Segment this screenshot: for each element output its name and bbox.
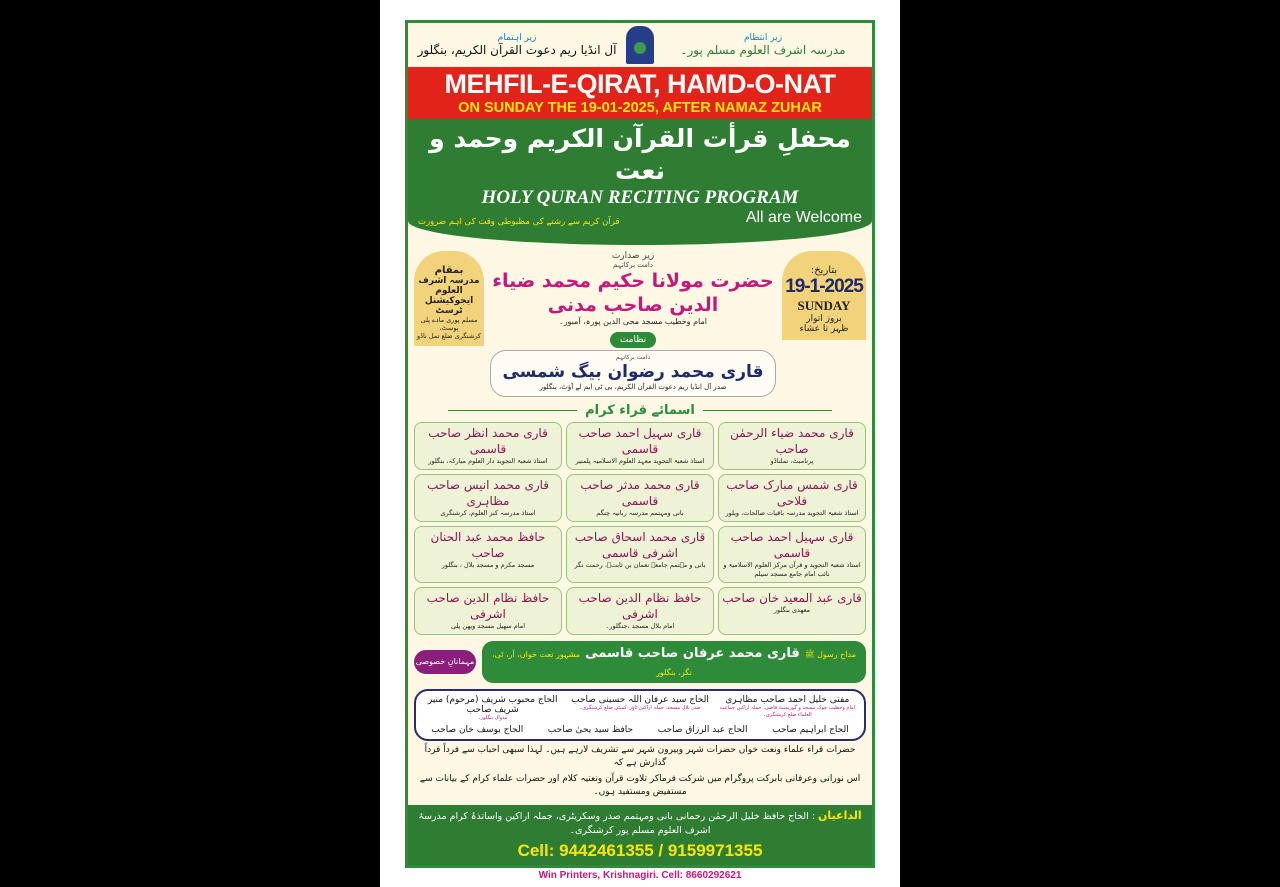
- madah-row: [408, 635, 872, 683]
- madah-name: قاری محمد عرفان صاحب قاسمی: [585, 646, 800, 661]
- venue-label: بمقام: [434, 265, 464, 276]
- right-label: زیر انتظام: [743, 33, 783, 43]
- venue-box: [414, 251, 484, 346]
- reciter-name: حافظ محمد عبد الحنان صاحب: [430, 530, 546, 560]
- guest-name: الحاج یوسف خان صاحب: [431, 725, 524, 735]
- guest-entry: [569, 695, 710, 722]
- madah-desc: مشہور نعت خواں، آر، ٹی، نگر، بنگلور: [491, 650, 692, 677]
- reciter-name: حافظ نظام الدین صاحب اشرفی: [426, 591, 550, 621]
- presidency-honorific: دامت برکاتہم: [613, 261, 653, 269]
- header-strip: [408, 23, 872, 67]
- reciter-name: قاری سہیل احمد صاحب قاسمی: [730, 530, 854, 560]
- reciter-card: [718, 474, 866, 522]
- reciters-grid: [408, 422, 872, 635]
- footer-band: الداعیان : الحاج حافظ خلیل الرحمٰن رحمانی بانی ومہتمم صدر وسکریٹری، جملہ اراکین واساتذۂ کرام مدرسۂ اشرف العلوم مسلم پور کرشنگری۔ Cell: 9442461355 / 9159971355: [408, 805, 872, 865]
- logo-icon: [626, 26, 654, 64]
- day-urdu: بروز اتوار: [806, 314, 842, 324]
- nizamat-label: نظامت: [610, 332, 656, 348]
- reciter-desc: استاذ شعبۃ التجوید مدرسہ باقیات صالحات، ویلور: [725, 509, 859, 517]
- guest-name: الحاج محبوب شریف (مرحوم) منیر شریف صاحب: [427, 695, 558, 715]
- english-program: HOLY QURAN RECITING PROGRAM: [481, 187, 799, 208]
- poster: [405, 20, 875, 868]
- reciter-name: قاری محمد انظر صاحب قاسمی: [428, 426, 548, 456]
- reciter-card: [566, 422, 714, 470]
- right-header: [662, 33, 864, 57]
- reciter-name: قاری عبد المعید خان صاحب: [722, 591, 862, 605]
- reciter-desc: استاذ شعبۃ التجوید معہد العلوم الاسلامیہ پلمنیر: [575, 457, 705, 465]
- welcome-text: All are Welcome: [745, 209, 862, 226]
- reciter-desc: بانی ومہتمم مدرسہ ربانیہ چنگم: [596, 509, 684, 517]
- venue-line: ایجوکیشنل ٹرسٹ: [424, 296, 474, 316]
- reciter-card: [566, 587, 714, 635]
- presidency-name: حضرت مولانا حکیم محمد ضیاء الدین صاحب مدنی: [492, 270, 774, 316]
- program-details: [408, 245, 872, 397]
- left-header: [416, 33, 618, 57]
- reciter-desc: پرنامبٹ، تملناڈو: [770, 457, 814, 465]
- center-column: [490, 251, 776, 397]
- reciter-name: قاری محمد اسحاق صاحب اشرفی قاسمی: [574, 530, 706, 560]
- reciter-desc: مسجد مکرم و مسجد بلال ، بنگلور: [441, 561, 535, 569]
- green-band: [408, 119, 872, 245]
- reciter-card: [566, 474, 714, 522]
- nizamat-box: [490, 350, 776, 397]
- event-subtitle: ON SUNDAY THE 19-01-2025, AFTER NAMAZ ZUHAR: [458, 100, 822, 116]
- reciter-desc: استاذ مدرسہ کنز العلوم، کرشنگری: [440, 509, 536, 517]
- guests-box: [414, 689, 866, 741]
- event-day: SUNDAY: [797, 298, 851, 313]
- reciter-desc: بانی و مہتمم جامعہ نعمان بن ثابتؒ، رحمت نگر: [574, 561, 706, 569]
- heading-divider: [703, 410, 832, 411]
- guest-entry: [422, 695, 563, 722]
- guest-name: الحاج عبد الرزاق صاحب: [657, 725, 748, 735]
- left-label: زیر اہتمام: [497, 33, 537, 43]
- date-label: بتاریخ:: [810, 265, 838, 276]
- guest-name: الحاج ابراہیم صاحب: [772, 725, 849, 735]
- guests-badge: مہمانانِ خصوصی: [414, 650, 476, 674]
- right-org: مدرسہ اشرف العلوم مسلم پور۔: [680, 43, 846, 57]
- reciter-name: قاری شمس مبارک صاحب فلاحی: [726, 478, 858, 508]
- reciter-desc: استاذ شعبۃ التجوید و قرآن مرکز العلوم الاسلامیۃ و نائب امام جامع مسجد سیلم: [723, 561, 861, 578]
- venue-line: مدرسہ اشرف العلوم: [418, 276, 480, 296]
- reciter-card: [566, 526, 714, 583]
- appeal-line-2: اس نورانی وعرفانی بابرکت پروگرام میں شرکت فرماکر تلاوت قرآن ونعتیہ کلام اور حضرات علماء کرام کے بیانات سے مستفیض ومستفید ہوں۔: [419, 774, 861, 797]
- reciter-card: [414, 587, 562, 635]
- reciter-desc: امام بلال مسجد ،جنگلور۔: [605, 622, 675, 630]
- guest-desc: امام وخطیب چوک مسجد و گورنمنٹ قاضی، جملہ اراکین جماعت العلماء ضلع کرشنگری۔: [719, 705, 856, 718]
- heading-divider: [448, 410, 577, 411]
- madah-bar: [482, 641, 866, 683]
- date-box: [782, 251, 866, 340]
- event-date: 19-1-2025: [785, 276, 863, 297]
- reciter-name: قاری محمد مدثر صاحب قاسمی: [580, 478, 700, 508]
- nizamat-name: قاری محمد رضوان بیگ شمسی: [502, 362, 764, 382]
- event-time: ظہر تا عشاء: [799, 324, 849, 334]
- guest-desc: مدوال بنگلور۔: [477, 715, 508, 721]
- left-org: آل انڈیا ریم دعوت القرآن الکریم، بنگلور: [417, 43, 617, 57]
- presidency-desc: امام وخطیب مسجد محی الدین پورہ، آمبور۔: [559, 317, 707, 326]
- venue-line: کرشنگری ضلع تمل ناڈو: [417, 332, 481, 340]
- venue-line: مسلم پوری مادے پلی پوسٹ،: [420, 316, 478, 332]
- tagline: قرآن کریم سے رشتے کی مظبوطی وقت کی اہم ضرورت: [418, 217, 620, 227]
- guest-name: حافظ سید یحیٰ صاحب: [547, 725, 634, 735]
- reciter-card: [414, 526, 562, 583]
- appeal-line-1: حضرات قراء علماء ونعت خواں حضرات شہر وبیرون شہر سے تشریف لارہے ہیں۔ لہذا سبھی احباب سے فرداً فرداً گذارش ہے کہ: [424, 745, 856, 768]
- reciter-card: [718, 526, 866, 583]
- reciter-card: [414, 422, 562, 470]
- reciter-name: قاری محمد ضیاء الرحمٰن صاحب: [730, 426, 854, 456]
- guest-name: الحاج سید عرفان اللہ حسینی صاحب: [571, 695, 709, 705]
- madah-label: مداح رسول ﷺ: [804, 650, 857, 659]
- reciter-desc: امام سھیل مسجد ویھن پلی: [450, 622, 526, 630]
- guest-entry: [717, 695, 858, 722]
- guest-name: مفتی خلیل احمد صاحب مظاہری: [725, 695, 850, 705]
- presidency-label: زیر صدارت: [611, 251, 655, 261]
- event-title: MEHFIL-E-QIRAT, HAMD-O-NAT: [444, 69, 836, 99]
- title-band: [408, 67, 872, 119]
- footer-text: الحاج حافظ خلیل الرحمٰن رحمانی بانی ومہتمم صدر وسکریٹری، جملہ اراکین واساتذۂ کرام مدرسۂ اشرف العلوم مسلم پور کرشنگری۔: [418, 811, 809, 836]
- reciter-name: حافظ نظام الدین صاحب اشرفی: [578, 591, 702, 621]
- guest-desc: صدر بلال مسجد، جملہ اراکین ٹاؤن کمیٹی ضلع کرشنگری۔: [579, 705, 701, 711]
- nizamat-desc: صدر آل انڈیا ریم دعوت القرآن الکریم، بی ٹی ایم لے آؤٹ، بنگلور: [539, 383, 727, 391]
- reciter-card: [414, 474, 562, 522]
- printer-credit: Win Printers, Krishnagiri. Cell: 8660292621: [538, 870, 742, 881]
- reciter-name: قاری سہیل احمد صاحب قاسمی: [578, 426, 702, 456]
- poster-page: [380, 0, 900, 887]
- reciter-desc: معھدی بنگلور: [773, 606, 811, 614]
- reciter-desc: استاذ شعبۃ التجوید دار العلوم مبارکہ، بنگلور: [428, 457, 548, 465]
- reciter-name: قاری محمد انیس صاحب مظاہری: [426, 478, 550, 508]
- reciter-card: [718, 587, 866, 635]
- urdu-title: محفلِ قرأت القرآن الکریم وحمد و نعت: [429, 124, 851, 185]
- footer-label: الداعیان: [818, 809, 862, 822]
- contact-cell: Cell: 9442461355 / 9159971355: [517, 841, 763, 860]
- nizamat-honorific: دامت برکاتہم: [615, 354, 651, 361]
- reciter-card: [718, 422, 866, 470]
- reciters-heading: اسمائے قراء کرام: [585, 403, 695, 418]
- reciters-heading-row: [408, 397, 872, 422]
